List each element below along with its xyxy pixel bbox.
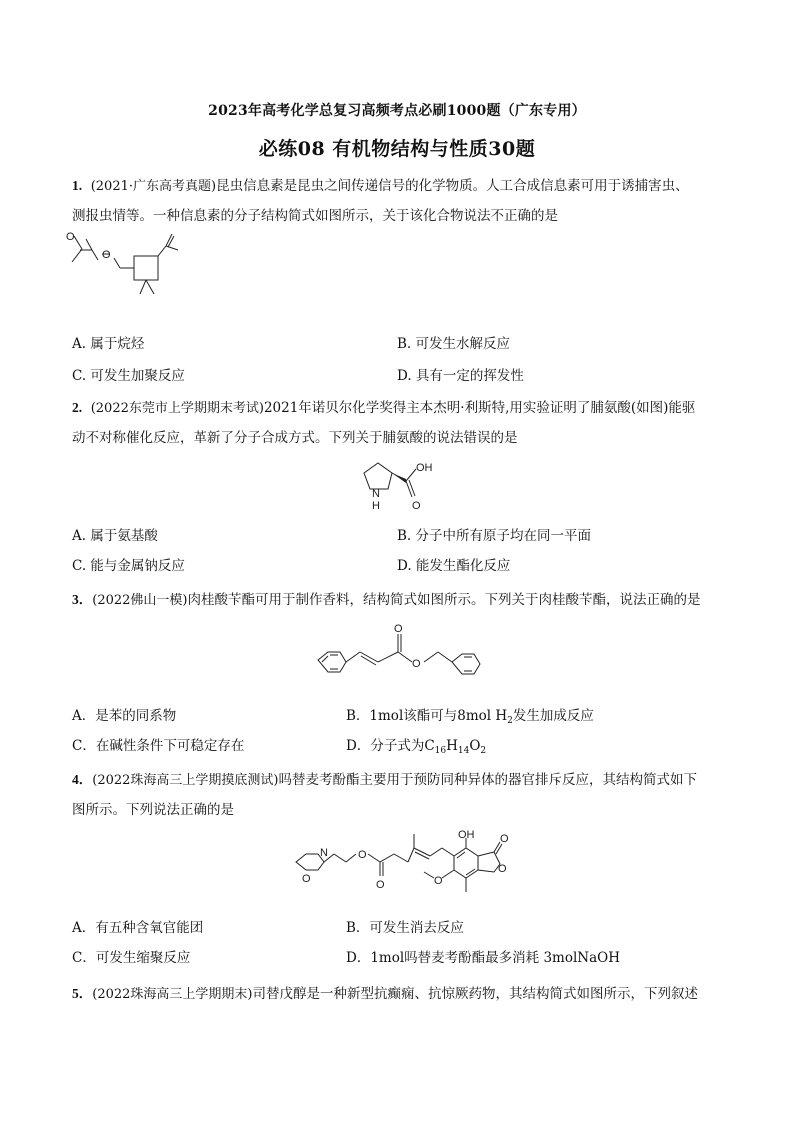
question-2-structure (350, 455, 450, 515)
question-2-option-d[interactable]: D. 能发生酯化反应 (397, 558, 511, 574)
question-5-line-1 (72, 984, 732, 1005)
question-3-formula-h-count: 14 (457, 746, 470, 756)
question-4-source: (2022珠海高三上学期摸底测试) (92, 773, 279, 788)
question-2-option-c[interactable]: C. 能与金属钠反应 (72, 558, 185, 574)
question-1-line-1 (72, 176, 732, 197)
question-4-nitrogen-label: N (320, 847, 328, 859)
question-3-option-b-text: B．1mol该酯可与8mol H (346, 708, 508, 724)
question-3-option-c[interactable]: C．在碱性条件下可稳定存在 (72, 738, 245, 754)
question-3-formula-c-count: 16 (434, 746, 447, 756)
question-4-number: 4． (72, 772, 93, 787)
question-3-formula-o: O (469, 738, 481, 754)
question-1-option-c[interactable]: C. 可发生加聚反应 (72, 368, 185, 384)
question-4-keto-oxygen-label: O (500, 833, 509, 845)
question-3-formula-h: H (446, 738, 458, 754)
question-2-nitrogen-label: N (372, 488, 380, 500)
question-3-option-d-text: D．分子式为C (346, 738, 435, 754)
question-2-option-a[interactable]: A. 属于氨基酸 (72, 528, 158, 544)
question-2-line-1 (72, 398, 732, 419)
question-2-oxygen-label: O (412, 500, 421, 512)
question-5-source: (2022珠海高三上学期期末) (92, 987, 253, 1002)
question-3-option-b[interactable] (346, 706, 594, 726)
question-2-hydrogen-label: H (372, 500, 380, 512)
question-4-carbonyl-oxygen-label: O (376, 879, 385, 891)
question-4-ester-oxygen-label: O (358, 849, 367, 861)
question-1-oxygen-label-2: O (102, 249, 111, 261)
question-2-line-2: 动不对称催化反应，革新了分子合成方式。下列关于脯氨酸的说法错误的是 (72, 430, 518, 446)
question-2-text-1: 2021年诺贝尔化学奖得主本杰明·利斯特,用实验证明了脯氨酸(如图)能驱 (263, 400, 696, 416)
question-3-line-1 (72, 590, 732, 611)
question-3-formula-o-count: 2 (480, 746, 487, 756)
question-3-option-b-subscript: 2 (507, 716, 513, 726)
question-3-source: (2022佛山一模) (92, 593, 188, 608)
question-1-option-d[interactable]: D. 具有一定的挥发性 (397, 368, 524, 384)
question-4-option-a[interactable]: A．有五种含氧官能团 (72, 920, 204, 936)
question-4-option-c[interactable]: C．可发生缩聚反应 (72, 950, 191, 966)
question-1-option-a[interactable]: A. 属于烷烃 (72, 336, 145, 352)
question-4-line-1 (72, 770, 732, 791)
question-2-source: (2022东莞市上学期期末考试) (90, 401, 264, 416)
question-3-structure (308, 622, 488, 692)
question-3-option-a[interactable]: A．是苯的同系物 (72, 708, 177, 724)
question-3-ester-oxygen-label: O (412, 658, 421, 670)
question-3-option-d[interactable] (346, 736, 486, 756)
question-1-option-b[interactable]: B. 可发生水解反应 (397, 336, 511, 352)
document-subtitle: 必练08 有机物结构与性质30题 (258, 138, 536, 160)
question-2-number: 2. (72, 400, 83, 415)
question-1-structure (66, 228, 196, 298)
question-4-lactone-oxygen-label: O (498, 863, 507, 875)
question-4-morpholine-oxygen-label: O (302, 873, 311, 885)
question-4-option-b[interactable]: B．可发生消去反应 (346, 920, 464, 936)
question-4-structure (284, 828, 534, 908)
question-1-source: (2021·广东高考真题) (90, 179, 217, 194)
question-5-text-1: 司替戊醇是一种新型抗癫痫、抗惊厥药物，其结构简式如图所示，下列叙述 (252, 986, 698, 1002)
question-2-option-b[interactable]: B. 分子中所有原子均在同一平面 (397, 528, 592, 544)
question-4-hydroxyl-label: OH (458, 829, 475, 841)
question-4-option-d[interactable]: D．1mol吗替麦考酚酯最多消耗 3molNaOH (346, 950, 620, 966)
document-title: 2023年高考化学总复习高频考点必刷1000题（广东专用） (208, 103, 586, 119)
question-1-oxygen-label: O (66, 231, 75, 243)
question-4-methoxy-oxygen-label: O (434, 875, 443, 887)
question-3-option-b-tail: 发生加成反应 (512, 708, 594, 724)
question-2-hydroxyl-label: OH (416, 462, 433, 474)
question-3-text-1: 肉桂酸苄酯可用于制作香料，结构简式如图所示。下列关于肉桂酸苄酯，说法正确的是 (187, 592, 701, 608)
question-1-text-1: 昆虫信息素是昆虫之间传递信号的化学物质。人工合成信息素可用于诱捕害虫、 (216, 178, 689, 194)
question-3-number: 3． (72, 592, 93, 607)
question-4-text-1: 吗替麦考酚酯主要用于预防同种异体的器官排斥反应，其结构简式如下 (278, 772, 697, 788)
question-1-line-2: 测报虫情等。一种信息素的分子结构简式如图所示，关于该化合物说法不正确的是 (72, 208, 558, 224)
question-5-number: 5． (72, 986, 93, 1001)
question-1-number: 1. (72, 178, 83, 193)
question-4-line-2: 图所示。下列说法正确的是 (72, 802, 234, 818)
question-3-carbonyl-oxygen-label: O (394, 623, 403, 635)
